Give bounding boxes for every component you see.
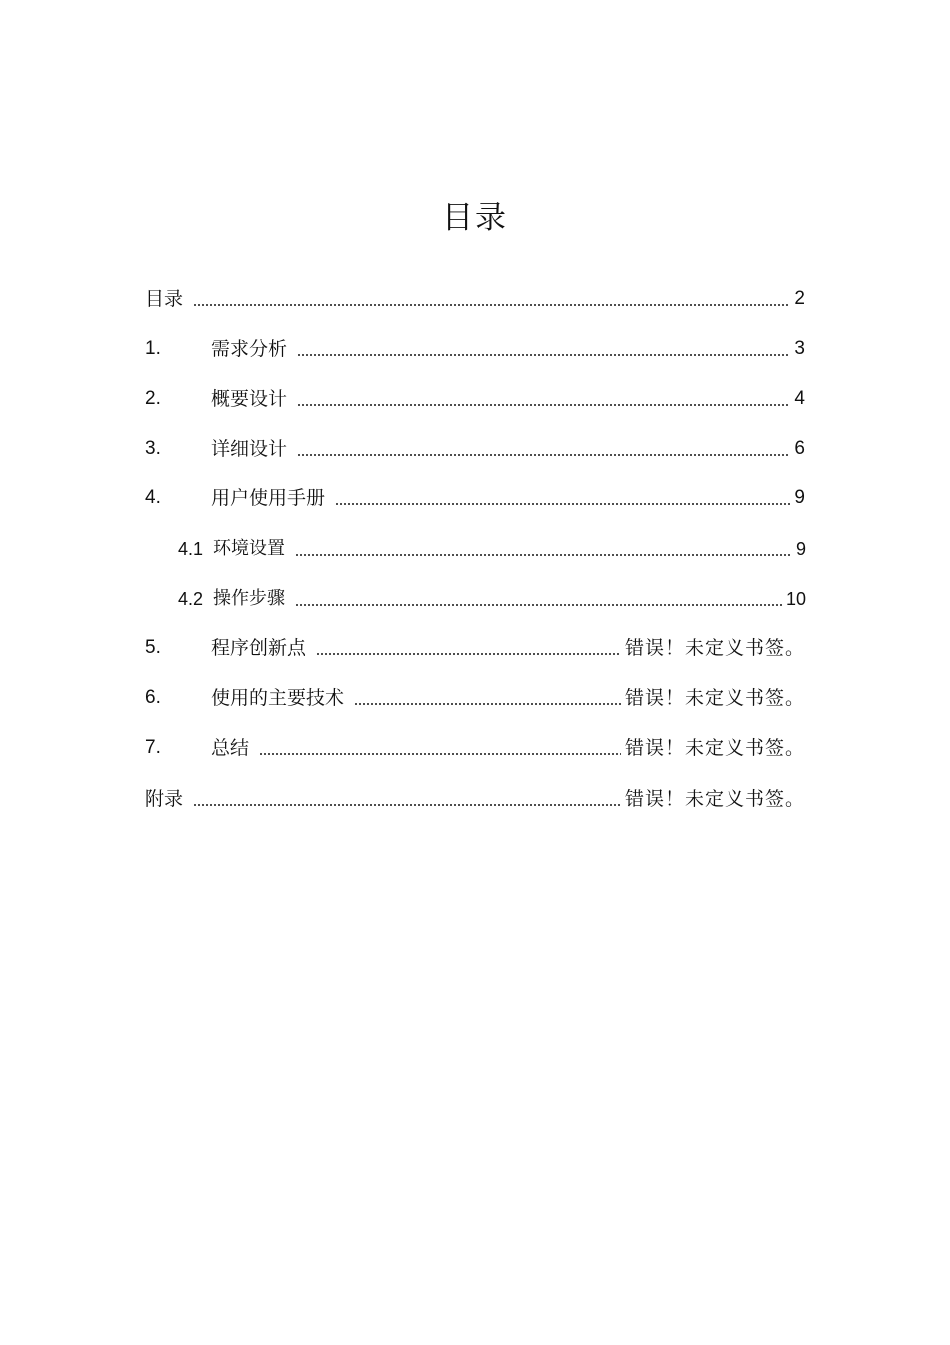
toc-label: 环境设置 — [213, 538, 286, 559]
toc-number: 4. — [145, 487, 161, 508]
toc-entry-7[interactable] — [145, 735, 805, 761]
toc-bookmark-error: 错误！未定义书签。 — [624, 637, 805, 659]
toc-leader-dots — [193, 304, 790, 306]
toc-label: 总结 — [211, 737, 250, 759]
toc-label: 程序创新点 — [211, 637, 307, 659]
toc-bookmark-error: 错误！未定义书签。 — [624, 737, 805, 759]
toc-leader-dots — [193, 804, 621, 806]
toc-entry-4-1[interactable] — [178, 536, 806, 562]
toc-number: 4.1 — [178, 539, 204, 559]
toc-leader-dots — [316, 653, 621, 655]
toc-number: 3. — [145, 438, 161, 459]
toc-leader-dots — [297, 454, 790, 456]
toc-entry-contents[interactable] — [145, 286, 805, 312]
toc-label: 使用的主要技术 — [211, 687, 345, 709]
toc-leader-dots — [295, 604, 782, 606]
toc-leader-dots — [297, 404, 790, 406]
toc-page-number: 9 — [794, 487, 805, 508]
toc-label: 详细设计 — [211, 438, 288, 460]
toc-number: 6. — [145, 687, 161, 708]
toc-label: 概要设计 — [211, 388, 288, 410]
toc-label: 需求分析 — [211, 338, 288, 360]
toc-entry-4[interactable] — [145, 485, 805, 511]
toc-leader-dots — [354, 703, 621, 705]
toc-entry-6[interactable] — [145, 685, 805, 711]
toc-label: 用户使用手册 — [211, 487, 326, 509]
toc-page-number: 9 — [795, 539, 806, 559]
toc-entry-3[interactable] — [145, 436, 805, 462]
toc-bookmark-error: 错误！未定义书签。 — [624, 687, 805, 709]
toc-leader-dots — [295, 554, 792, 556]
toc-bookmark-error: 错误！未定义书签。 — [624, 788, 805, 810]
toc-page-number: 3 — [794, 338, 805, 359]
toc-page-number: 6 — [794, 438, 805, 459]
toc-entry-5[interactable] — [145, 635, 805, 661]
toc-number: 7. — [145, 737, 161, 758]
toc-page-number: 10 — [785, 589, 806, 609]
toc-page-number: 2 — [794, 288, 805, 309]
toc-number: 4.2 — [178, 589, 204, 609]
toc-label: 目录 — [145, 288, 184, 310]
toc-leader-dots — [297, 354, 790, 356]
toc-number: 2. — [145, 388, 161, 409]
toc-entry-4-2[interactable] — [178, 586, 806, 612]
page-title: 目录 — [442, 200, 508, 236]
toc-leader-dots — [335, 503, 790, 505]
toc-entry-appendix[interactable] — [145, 786, 805, 812]
toc-number: 1. — [145, 338, 161, 359]
toc-label: 附录 — [145, 788, 184, 810]
toc-entry-1[interactable] — [145, 336, 805, 362]
toc-leader-dots — [259, 753, 621, 755]
toc-label: 操作步骤 — [213, 588, 286, 609]
toc-number: 5. — [145, 637, 161, 658]
toc-page-number: 4 — [794, 388, 805, 409]
toc-entry-2[interactable] — [145, 386, 805, 412]
